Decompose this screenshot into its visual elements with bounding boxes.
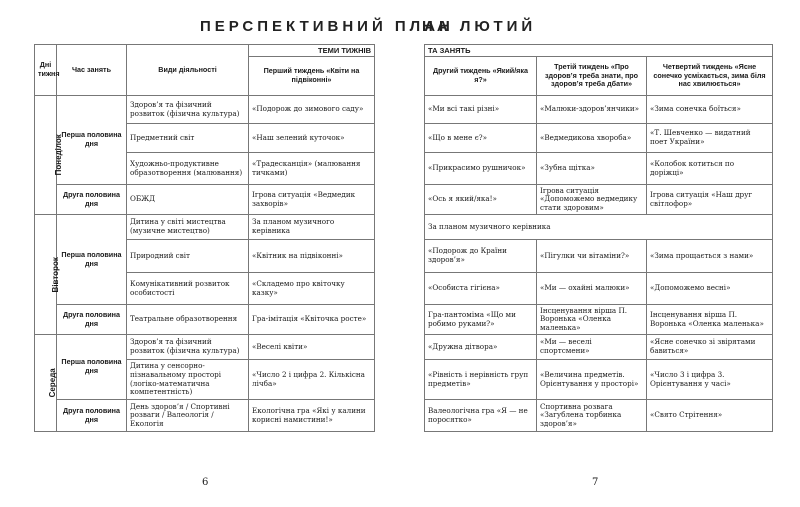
week1-cell: «Веселі квіти» xyxy=(249,335,375,360)
week4-cell: «Т. Шевченко — видатний поет України» xyxy=(647,124,773,153)
time-second-half: Друга половина дня xyxy=(57,400,127,432)
week2-cell: «Подорож до Країни здоров’я» xyxy=(425,240,537,273)
week1-cell: «Число 2 і цифра 2. Кількісна лічба» xyxy=(249,360,375,400)
week3-cell: «Ведмедикова хвороба» xyxy=(537,124,647,153)
week1-cell: Ігрова ситуація «Ведмедик захворів» xyxy=(249,185,375,215)
time-first-half: Перша половина дня xyxy=(57,335,127,400)
page-title-left: ПЕРСПЕКТИВНИЙ ПЛАН xyxy=(200,18,454,35)
week1-cell: За планом музичного керівника xyxy=(249,215,375,240)
time-first-half: Перша половина дня xyxy=(57,215,127,305)
week4-cell: «Зима сонечка боїться» xyxy=(647,96,773,124)
week1-header: Перший тиждень «Квіти на підвіконні» xyxy=(249,57,375,96)
week1-cell: «Квітник на підвіконні» xyxy=(249,240,375,273)
week4-cell: «Допоможемо весні» xyxy=(647,273,773,305)
week3-header: Третій тиждень «Про здоров’я треба знати, про здоров’я треба дбати» xyxy=(537,57,647,96)
topics-header: ТА ЗАНЯТЬ xyxy=(425,45,773,57)
week3-cell: Спортивна розвага «Загублена торбинка здоров’я» xyxy=(537,400,647,432)
day-label-wednesday: Середа xyxy=(35,335,57,432)
week2-cell: «Ми всі такі різні» xyxy=(425,96,537,124)
week4-header: Четвертий тиждень «Ясне сонечко усміхається, зима біля нас хвилюється» xyxy=(647,57,773,96)
week4-cell: «Число 3 і цифра 3. Орієнтування у часі» xyxy=(647,360,773,400)
left-plan-table xyxy=(34,44,375,432)
week3-cell: Інсценування вірша П. Воронька «Оленка маленька» xyxy=(537,305,647,335)
themes-header: ТЕМИ ТИЖНІВ xyxy=(249,45,375,57)
week1-cell: «Подорож до зимового саду» xyxy=(249,96,375,124)
week3-cell: «Зубна щітка» xyxy=(537,153,647,185)
activity-cell: Комунікативний розвиток особистості xyxy=(127,273,249,305)
week4-cell: Ігрова ситуація «Наш друг світлофор» xyxy=(647,185,773,215)
week1-cell: «Складемо про квіточку казку» xyxy=(249,273,375,305)
time-second-half: Друга половина дня xyxy=(57,185,127,215)
week4-cell: Інсценування вірша П. Воронька «Оленка маленька» xyxy=(647,305,773,335)
week2-cell: «Що в мене є?» xyxy=(425,124,537,153)
right-plan-table xyxy=(424,44,773,432)
week2-cell: «Рівність і нерівність груп предметів» xyxy=(425,360,537,400)
activity-cell: Дитина у світі мистецтва (музичне мистецтво) xyxy=(127,215,249,240)
week3-cell: Ігрова ситуація «Допоможемо ведмедику стати здоровим» xyxy=(537,185,647,215)
week1-cell: «Традесканція» (малювання тичками) xyxy=(249,153,375,185)
col-header-activity: Види діяльності xyxy=(127,45,249,96)
page-title-right: НА ЛЮТИЙ xyxy=(422,18,537,35)
week1-cell: «Наш зелений куточок» xyxy=(249,124,375,153)
col-header-days: Дні тижня xyxy=(35,45,57,96)
week4-cell: «Зима прощається з нами» xyxy=(647,240,773,273)
activity-cell: День здоров’я / Спортивні розваги / Валеологія / Екологія xyxy=(127,400,249,432)
activity-cell: Предметний світ xyxy=(127,124,249,153)
week3-cell: «Пігулки чи вітаміни?» xyxy=(537,240,647,273)
week4-cell: «Ясне сонечко зі звірятами бавиться» xyxy=(647,335,773,360)
col-header-time: Час занять xyxy=(57,45,127,96)
week4-cell: «Колобок котиться по доріжці» xyxy=(647,153,773,185)
week1-cell: Гра-імітація «Квіточка росте» xyxy=(249,305,375,335)
week2-cell: «Ось я який/яка!» xyxy=(425,185,537,215)
week2-cell: «Особиста гігієна» xyxy=(425,273,537,305)
week3-cell: «Ми — охайні малюки» xyxy=(537,273,647,305)
activity-cell: Здоров’я та фізичний розвиток (фізична культура) xyxy=(127,335,249,360)
page-number-left: 6 xyxy=(202,477,209,488)
week2-cell: «Дружна дітвора» xyxy=(425,335,537,360)
music-plan-cell: За планом музичного керівника xyxy=(425,215,773,240)
week2-cell: Гра-пантоміма «Що ми робимо руками?» xyxy=(425,305,537,335)
activity-cell: Здоров’я та фізичний розвиток (фізична культура) xyxy=(127,96,249,124)
day-label-monday: Понеділок xyxy=(35,96,57,215)
week2-cell: «Прикрасимо рушничок» xyxy=(425,153,537,185)
week2-cell: Валеологічна гра «Я — не поросятко» xyxy=(425,400,537,432)
day-label-tuesday: Вівторок xyxy=(35,215,57,335)
page-number-right: 7 xyxy=(592,477,599,488)
week4-cell: «Свято Стрітення» xyxy=(647,400,773,432)
activity-cell: Театральне образотворення xyxy=(127,305,249,335)
time-second-half: Друга половина дня xyxy=(57,305,127,335)
activity-cell: Дитина у сенсорно-пізнавальному просторі (логіко-математична компетентність) xyxy=(127,360,249,400)
week3-cell: «Величина предметів. Орієнтування у просторі» xyxy=(537,360,647,400)
activity-cell: ОБЖД xyxy=(127,185,249,215)
activity-cell: Художньо-продуктивне образотворення (малювання) xyxy=(127,153,249,185)
week1-cell: Екологічна гра «Які у калини корисні намистини!» xyxy=(249,400,375,432)
week3-cell: «Малюки-здоров’янчики» xyxy=(537,96,647,124)
week2-header: Другий тиждень «Який/яка я?» xyxy=(425,57,537,96)
week3-cell: «Ми — веселі спортсмени» xyxy=(537,335,647,360)
activity-cell: Природний світ xyxy=(127,240,249,273)
time-first-half: Перша половина дня xyxy=(57,96,127,185)
